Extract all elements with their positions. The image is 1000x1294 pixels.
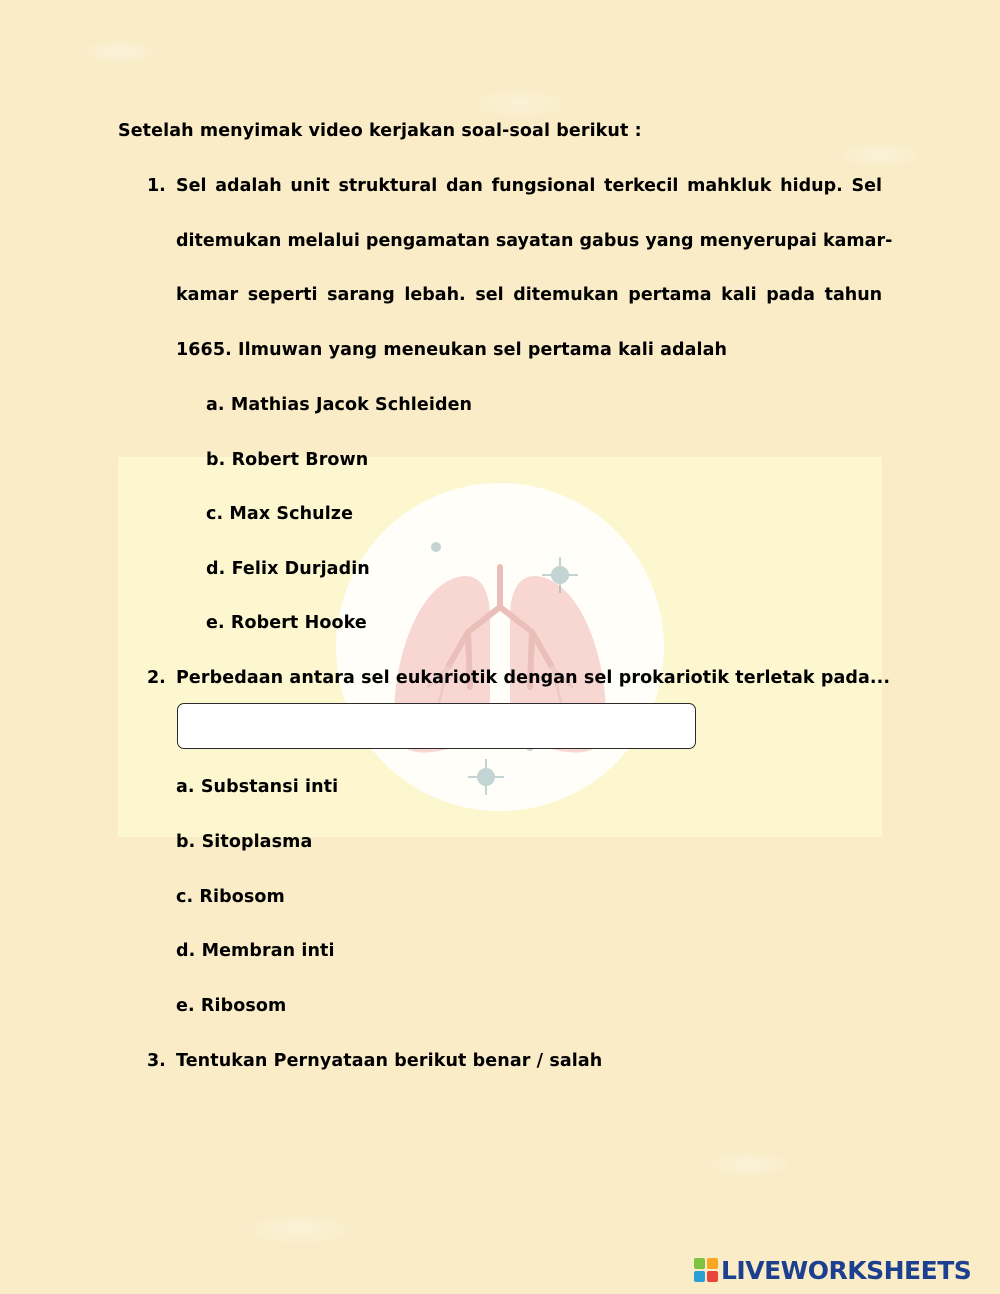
question-2-option-a: a. Substansi inti (176, 777, 339, 797)
question-2-number: 2. (147, 668, 166, 688)
question-2-option-b: b. Sitoplasma (176, 832, 313, 852)
question-1-option-c: c. Max Schulze (206, 504, 354, 524)
question-2-answer-input[interactable] (177, 703, 696, 749)
question-1-line-4: 1665. Ilmuwan yang meneukan sel pertama kali adalah (176, 340, 728, 360)
question-1-option-b: b. Robert Brown (206, 450, 369, 470)
question-1-number: 1. (147, 176, 166, 196)
question-1-line-3: kamar seperti sarang lebah. sel ditemukan pertama kali pada tahun (176, 285, 883, 305)
liveworksheets-logo (693, 1256, 971, 1284)
question-1-line-1: Sel adalah unit struktural dan fungsional terkecil mahkluk hidup. Sel (176, 176, 882, 196)
question-2-option-e: e. Ribosom (176, 996, 287, 1016)
question-2-text: Perbedaan antara sel eukariotik dengan sel prokariotik terletak pada... (176, 668, 891, 688)
instruction-text: Setelah menyimak video kerjakan soal-soal berikut : (118, 121, 642, 141)
question-1-option-d: d. Felix Durjadin (206, 559, 370, 579)
question-1-option-e: e. Robert Hooke (206, 613, 367, 633)
liveworksheets-logo-icon (693, 1257, 719, 1283)
question-1-option-a: a. Mathias Jacok Schleiden (206, 395, 473, 415)
question-3-text: Tentukan Pernyataan berikut benar / salah (176, 1051, 603, 1071)
logo-text: LIVEWORKSHEETS (721, 1255, 972, 1285)
question-2-option-c: c. Ribosom (176, 887, 285, 907)
question-2-option-d: d. Membran inti (176, 941, 335, 961)
question-3-number: 3. (147, 1051, 166, 1071)
question-1-line-2: ditemukan melalui pengamatan sayatan gabus yang menyerupai kamar- (176, 231, 893, 251)
